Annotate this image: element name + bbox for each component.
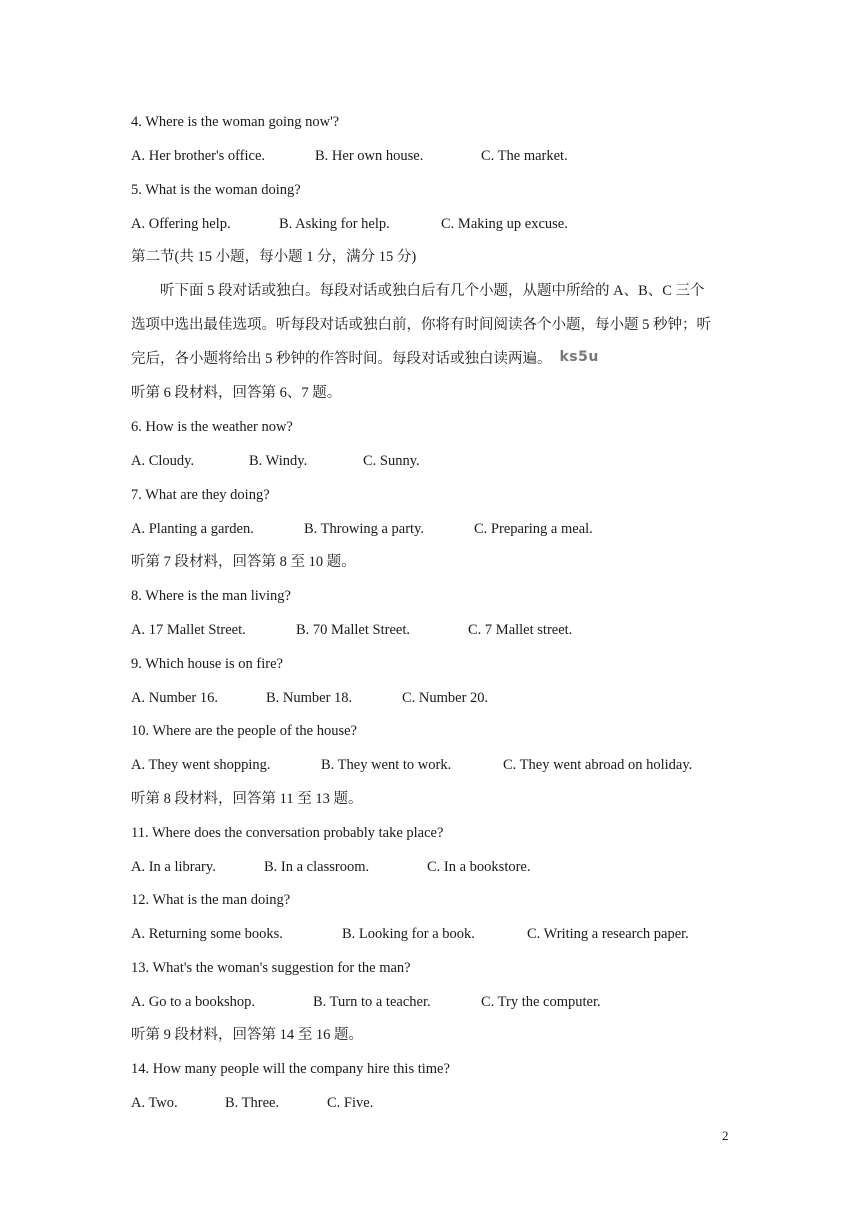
material-6-heading: 听第 6 段材料，回答第 6、7 题。 [131, 385, 342, 401]
option-a: A. Two. [131, 1095, 178, 1111]
question-4-stem: 4. Where is the woman going now'? [131, 114, 340, 130]
option-c: C. Number 20. [402, 690, 489, 706]
question-9-stem: 9. Which house is on fire? [131, 656, 283, 672]
option-b: B. Her own house. [315, 148, 424, 164]
option-c: C. Try the computer. [481, 994, 601, 1010]
option-a: A. Planting a garden. [131, 521, 254, 537]
option-b: B. Asking for help. [279, 216, 390, 232]
question-13-stem: 13. What's the woman's suggestion for the man? [131, 960, 411, 976]
option-b: B. Throwing a party. [304, 521, 425, 537]
watermark-logo: ks5u [559, 349, 599, 365]
option-a: A. Returning some books. [131, 926, 283, 942]
option-b: B. In a classroom. [264, 859, 370, 875]
option-b: B. Windy. [249, 453, 308, 469]
option-b: B. Number 18. [266, 690, 353, 706]
option-c: C. The market. [481, 148, 568, 164]
question-6-stem: 6. How is the weather now? [131, 419, 293, 435]
option-a: A. Offering help. [131, 216, 231, 232]
option-a: A. They went shopping. [131, 757, 271, 773]
option-c: C. Sunny. [363, 453, 420, 469]
option-a: A. Cloudy. [131, 453, 195, 469]
option-b: B. Three. [225, 1095, 280, 1111]
material-8-heading: 听第 8 段材料，回答第 11 至 13 题。 [131, 791, 363, 807]
option-c: C. 7 Mallet street. [468, 622, 573, 638]
option-c: C. Five. [327, 1095, 374, 1111]
option-a: A. 17 Mallet Street. [131, 622, 246, 638]
option-b: B. Looking for a book. [342, 926, 475, 942]
option-c: C. In a bookstore. [427, 859, 531, 875]
page-number: 2 [722, 1128, 729, 1143]
instructions-line-1: 听下面 5 段对话或独白。每段对话或独白后有几个小题，从题中所给的 A、B、C 三个 [160, 283, 705, 299]
section-title: 第二节(共 15 小题，每小题 1 分，满分 15 分) [131, 249, 417, 265]
option-c: C. They went abroad on holiday. [503, 757, 693, 773]
option-b: B. Turn to a teacher. [313, 994, 431, 1010]
instructions-line-3-text: 完后，各小题将给出 5 秒钟的作答时间。每段对话或独白读两遍。 [131, 351, 552, 367]
question-11-stem: 11. Where does the conversation probably take place? [131, 825, 444, 841]
option-c: C. Writing a research paper. [527, 926, 689, 942]
question-12-stem: 12. What is the man doing? [131, 892, 291, 908]
instructions-line-2: 选项中选出最佳选项。听每段对话或独白前，你将有时间阅读各个小题，每小题 5 秒钟；听 [131, 317, 711, 333]
question-10-stem: 10. Where are the people of the house? [131, 723, 357, 739]
material-7-heading: 听第 7 段材料，回答第 8 至 10 题。 [131, 554, 356, 570]
option-c: C. Preparing a meal. [474, 521, 593, 537]
question-8-stem: 8. Where is the man living? [131, 588, 291, 604]
option-a: A. Her brother's office. [131, 148, 266, 164]
material-9-heading: 听第 9 段材料，回答第 14 至 16 题。 [131, 1027, 363, 1043]
question-7-stem: 7. What are they doing? [131, 487, 270, 503]
option-a: A. Go to a bookshop. [131, 994, 256, 1010]
question-5-stem: 5. What is the woman doing? [131, 182, 301, 198]
instructions-line-3 [131, 350, 599, 368]
option-b: B. 70 Mallet Street. [296, 622, 410, 638]
option-b: B. They went to work. [321, 757, 452, 773]
option-c: C. Making up excuse. [441, 216, 568, 232]
option-a: A. In a library. [131, 859, 216, 875]
question-14-stem: 14. How many people will the company hire this time? [131, 1061, 450, 1077]
option-a: A. Number 16. [131, 690, 218, 706]
